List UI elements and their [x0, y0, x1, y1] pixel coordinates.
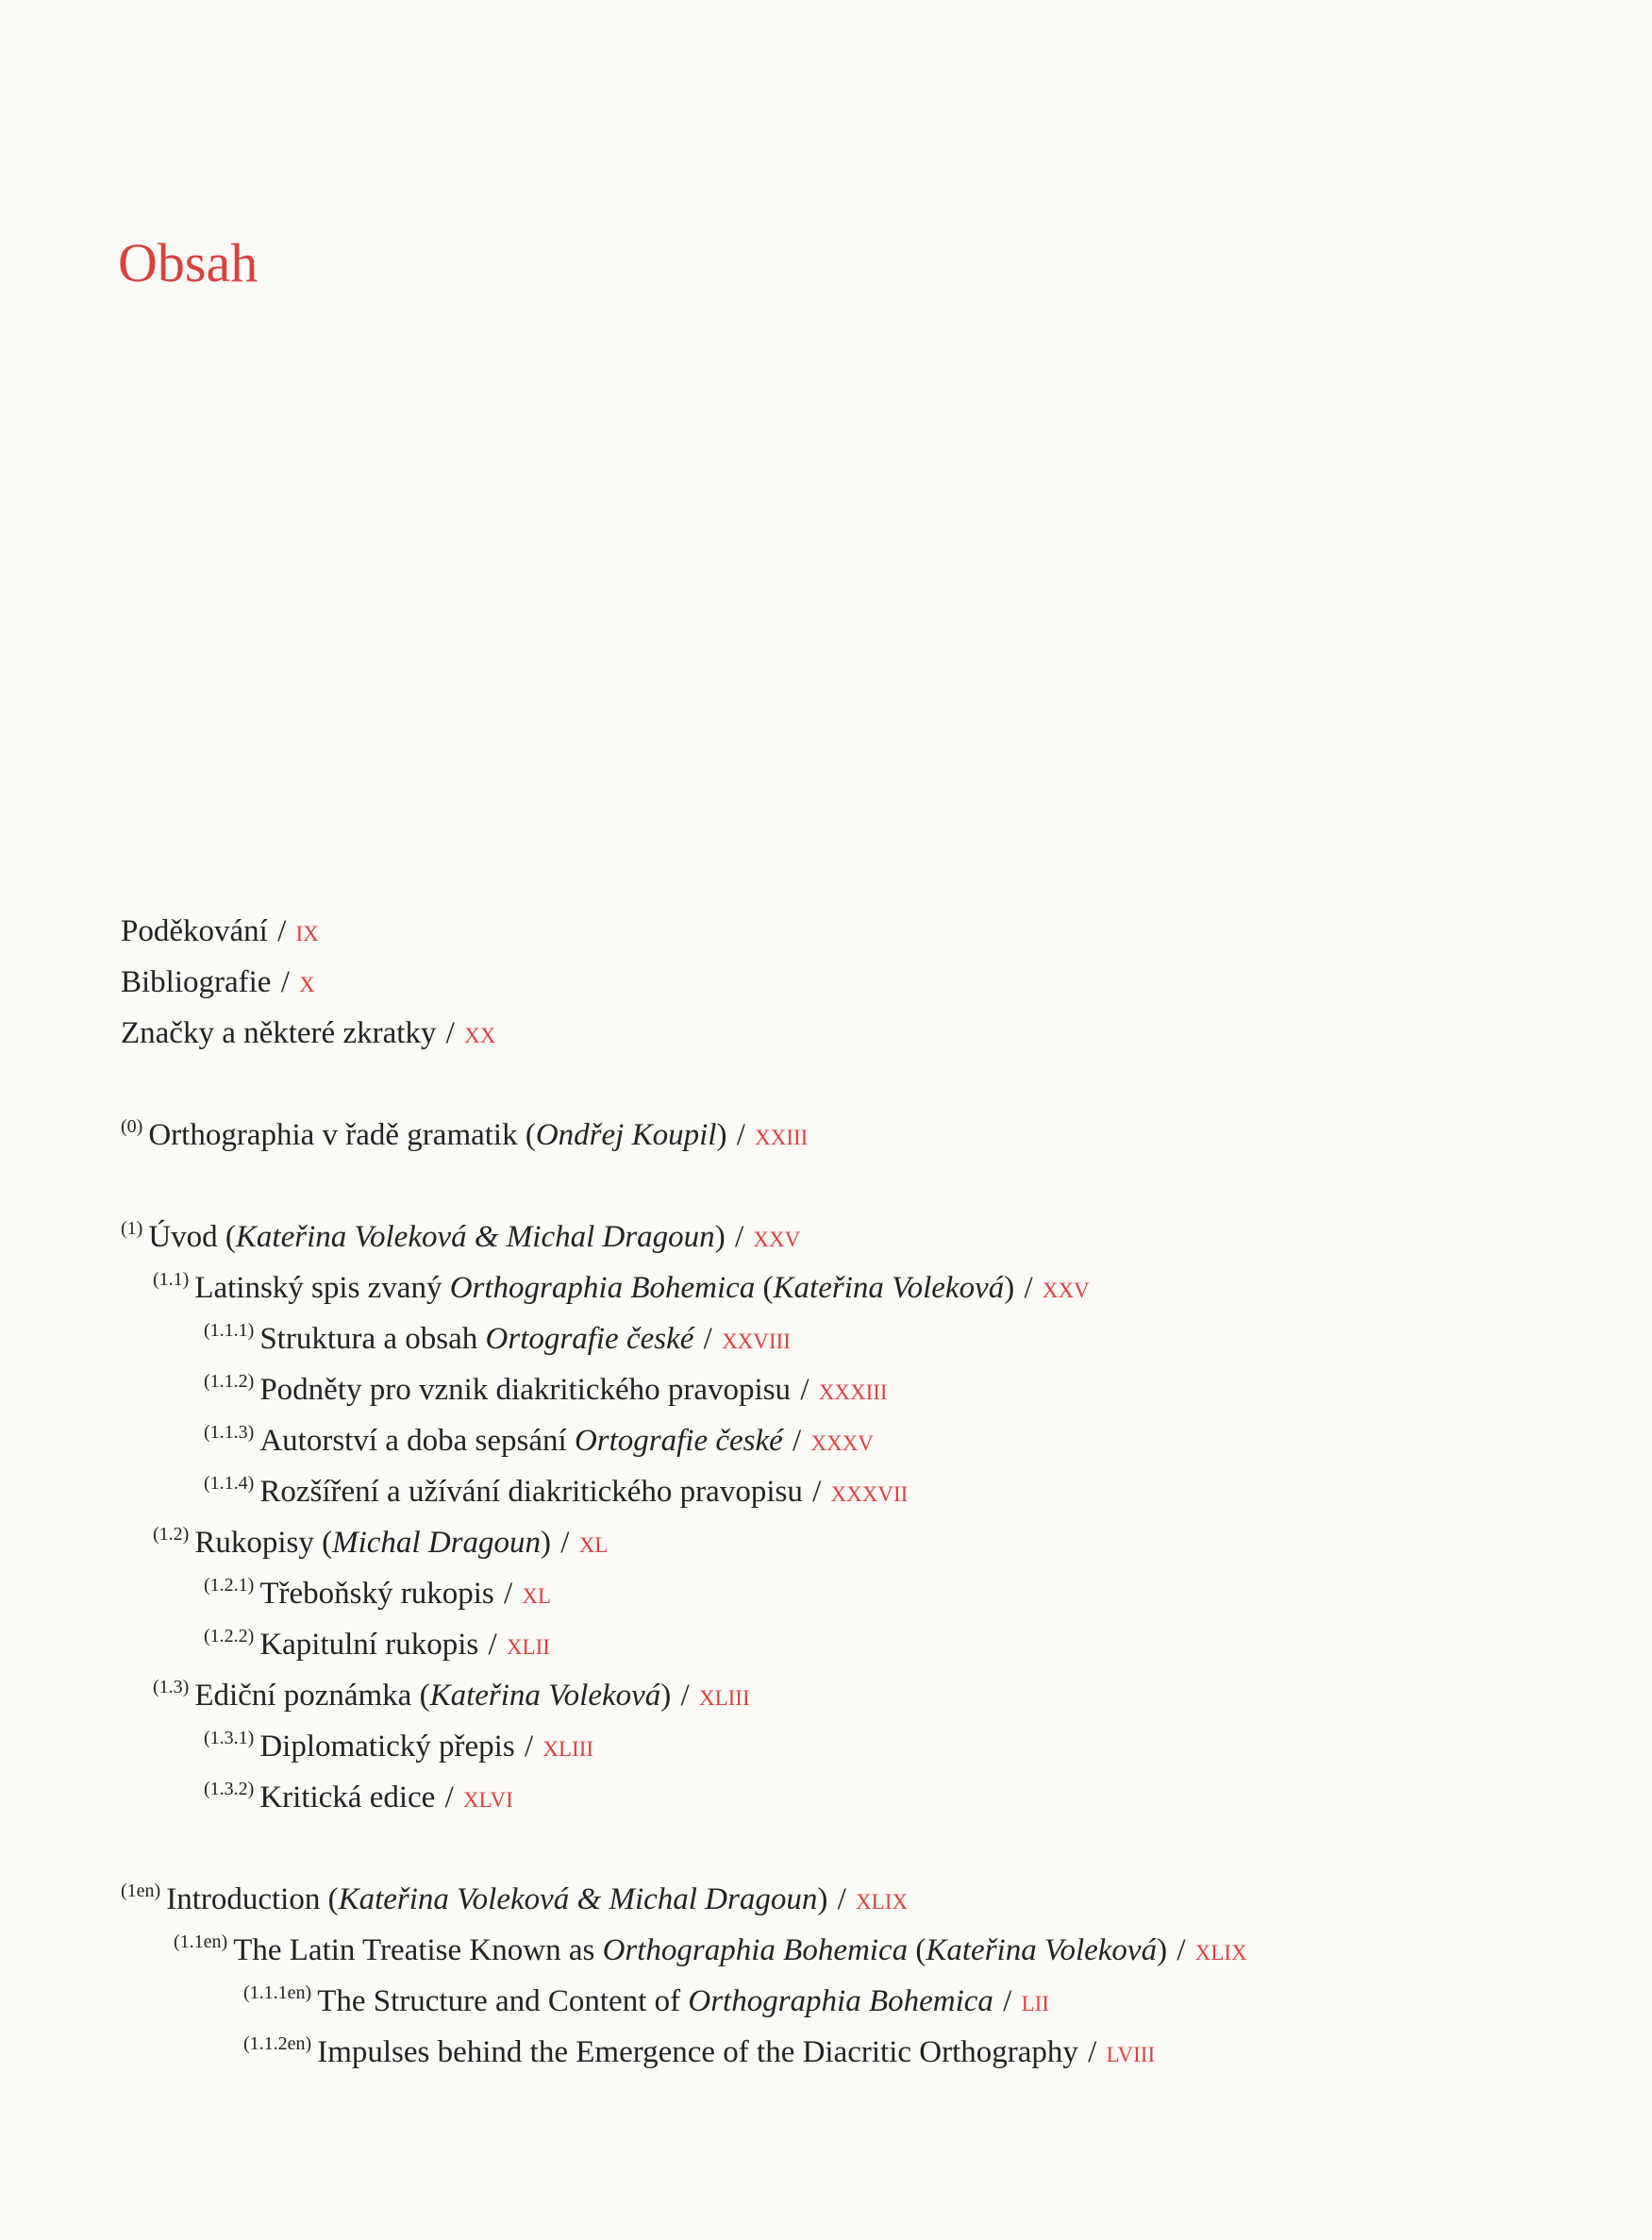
separator: / [812, 1475, 822, 1509]
page-number: xliii [542, 1730, 594, 1764]
toc-entry-section-1-3-2 [121, 1772, 1593, 1823]
spacer [121, 1161, 1593, 1212]
spacer [121, 1059, 1593, 1110]
section-number: (1.1.2) [204, 1371, 255, 1392]
toc-entry-section-1-2: $^{(1.2)}$ Rukopisy (Michal Dragoun) / xl [153, 1524, 609, 1560]
toc-entry-section-1-2-1 [121, 1568, 1593, 1619]
toc-entry-title: Značky a některé zkratky [121, 1016, 437, 1050]
toc-entry-title: The Structure and Content of [317, 1984, 681, 2018]
section-number: (1.3) [153, 1677, 190, 1697]
section-number: (1.1.2en) [243, 2033, 312, 2054]
toc-entry-chapter-1: $^{(1)}$ Úvod (Kateřina Voleková & Michal Dragoun) / xxv [121, 1218, 801, 1254]
toc-entry-work-title: Orthographia Bohemica [449, 1271, 756, 1305]
toc-entry-title: Struktura a obsah [259, 1322, 478, 1356]
toc-entry-author: Michal Dragoun [332, 1526, 542, 1560]
toc-entry-section-1-1: $^{(1.1)}$ Latinský spis zvaný Orthographia Bohemica (Kateřina Voleková) / xxv [153, 1269, 1090, 1305]
toc-entry-author: Kateřina Voleková [926, 1933, 1158, 1967]
separator: / [736, 1118, 745, 1152]
section-number: (1.2.2) [204, 1626, 255, 1647]
section-number: (0) [121, 1116, 143, 1137]
page-number: xxxiii [818, 1373, 888, 1407]
page-number: xl [522, 1577, 552, 1611]
spacer [121, 1823, 1593, 1874]
toc-entry-section-1-1-2 [121, 1364, 1593, 1415]
page-number: xxv [753, 1220, 801, 1254]
section-number: (1.2.1) [204, 1575, 255, 1596]
page-number: xlii [506, 1628, 550, 1662]
separator: / [793, 1424, 802, 1458]
toc-entry-title: Orthographia v řadě gramatik [148, 1118, 518, 1152]
section-number: (1.3.1) [204, 1728, 255, 1748]
separator: / [680, 1679, 690, 1713]
toc-entry-author: Kateřina Voleková & Michal Dragoun [338, 1882, 818, 1916]
toc-entry-title: Poděkování [121, 914, 268, 948]
separator: / [445, 1016, 455, 1050]
toc-entry-title: Podněty pro vznik diakritického pravopisu [259, 1373, 792, 1407]
section-number: (1.1en) [174, 1931, 228, 1952]
toc-entry-author: Kateřina Voleková [429, 1679, 661, 1713]
toc-entry-title: Introduction [166, 1882, 321, 1916]
toc-entry-title: Třeboňský rukopis [259, 1577, 494, 1611]
toc-entry-title: The Latin Treatise Known as [233, 1933, 595, 1967]
page-number: xxv [1042, 1271, 1090, 1305]
section-number: (1.3.2) [204, 1779, 255, 1799]
separator: / [524, 1730, 534, 1764]
toc-entry-section-1-1-4 [121, 1466, 1593, 1517]
toc-entry-work-title: Ortografie české [485, 1322, 694, 1356]
page-title: Obsah [118, 232, 259, 293]
separator: / [1176, 1933, 1186, 1967]
toc-entry-author: Ondřej Koupil [535, 1118, 717, 1152]
separator: / [1024, 1271, 1033, 1305]
section-number: (1) [121, 1218, 143, 1239]
toc-entry-section-1-1-1en [121, 1976, 1593, 2027]
page-number: xliii [698, 1679, 750, 1713]
separator: / [488, 1628, 497, 1662]
separator: / [1003, 1984, 1012, 2018]
page-number: xxviii [722, 1322, 791, 1356]
page-number: xlix [1194, 1933, 1247, 1967]
toc-entry-title: Rozšíření a užívání diakritického pravopisu [259, 1475, 803, 1509]
section-number: (1.2) [153, 1524, 190, 1545]
toc-entry-author: Kateřina Voleková & Michal Dragoun [235, 1220, 715, 1254]
toc-entry-title: Impulses behind the Emergence of the Diacritic Orthography [317, 2035, 1078, 2069]
toc-entry-section-1-1-1 [121, 1313, 1593, 1364]
toc-entry-section-1-1-3 [121, 1415, 1593, 1466]
separator: / [734, 1220, 744, 1254]
toc-entry-title: Diplomatický přepis [259, 1730, 515, 1764]
separator: / [560, 1526, 570, 1560]
page-number: xxiii [755, 1118, 809, 1152]
page-number: xlvi [462, 1780, 513, 1814]
page-number: x [299, 965, 315, 999]
toc-entry-acknowledgements [121, 906, 1593, 957]
toc-entry-section-1-2-2 [121, 1619, 1593, 1670]
toc-entry-title: Autorství a doba sepsání [259, 1424, 567, 1458]
page-number: lii [1021, 1984, 1049, 2018]
section-number: (1.1.1) [204, 1320, 255, 1341]
separator: / [503, 1577, 513, 1611]
toc-entry-work-title: Ortografie české [574, 1424, 783, 1458]
toc-entry-title: Úvod [148, 1220, 218, 1254]
toc-entry-chapter-1en: $^{(1en)}$ Introduction (Kateřina Voleková & Michal Dragoun) / xlix [121, 1881, 908, 1916]
separator: / [800, 1373, 809, 1407]
page-number: xxxv [810, 1424, 874, 1458]
toc-entry-chapter-0: $^{(0)}$ Orthographia v řadě gramatik (Ondřej Koupil) / xxiii [121, 1116, 809, 1152]
separator: / [280, 965, 290, 999]
separator: / [277, 914, 287, 948]
separator: / [837, 1882, 846, 1916]
toc-entry-section-1-1en: $^{(1.1en)}$ The Latin Treatise Known as Orthographia Bohemica (Kateřina Voleková) / xlix [174, 1931, 1247, 1967]
toc-entry-title: Rukopisy [194, 1526, 314, 1560]
section-number: (1.1.1en) [243, 1982, 312, 2003]
toc-entry-title: Ediční poznámka [194, 1679, 412, 1713]
separator: / [1088, 2035, 1097, 2069]
page-number: ix [295, 914, 319, 948]
toc-entry-abbreviations [121, 1008, 1593, 1059]
toc-entry-section-1-1-2en [121, 2027, 1593, 2078]
separator: / [444, 1780, 454, 1814]
page-number: xxxvii [830, 1475, 909, 1509]
table-of-contents [121, 906, 1593, 2078]
toc-entry-bibliography [121, 957, 1593, 1008]
section-number: (1.1.4) [204, 1473, 255, 1494]
toc-entry-title: Kritická edice [259, 1780, 436, 1814]
separator: / [703, 1322, 712, 1356]
page-number: xx [464, 1016, 496, 1050]
toc-entry-section-1-3: $^{(1.3)}$ Ediční poznámka (Kateřina Voleková) / xliii [153, 1677, 750, 1713]
toc-entry-work-title: Orthographia Bohemica [602, 1933, 909, 1967]
toc-entry-title: Kapitulní rukopis [259, 1628, 479, 1662]
page-number: xlix [856, 1882, 908, 1916]
section-number: (1en) [121, 1881, 161, 1901]
toc-entry-title: Bibliografie [121, 965, 272, 999]
toc-entry-title: Latinský spis zvaný [194, 1271, 442, 1305]
section-number: (1.1) [153, 1269, 190, 1290]
toc-entry-work-title: Orthographia Bohemica [688, 1984, 993, 2018]
toc-entry-section-1-3-1 [121, 1721, 1593, 1772]
page-number: lviii [1106, 2035, 1156, 2069]
page-number: xl [578, 1526, 609, 1560]
section-number: (1.1.3) [204, 1422, 255, 1443]
toc-entry-author: Kateřina Voleková [773, 1271, 1005, 1305]
